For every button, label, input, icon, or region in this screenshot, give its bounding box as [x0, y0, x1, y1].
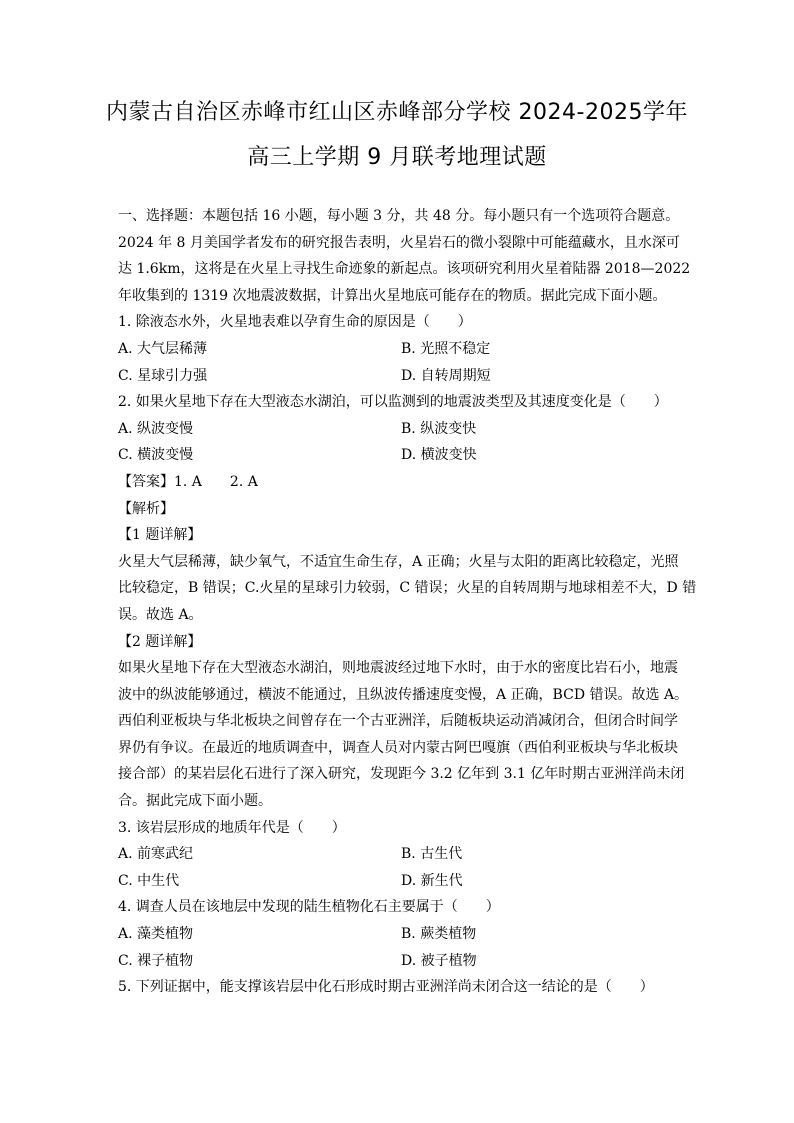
detail-2-label: 【2 题详解】	[118, 633, 202, 650]
document-body	[118, 203, 697, 1001]
passage2-line: 合。据此完成下面小题。	[118, 793, 272, 810]
passage1-line: 2024 年 8 月美国学者发布的研究报告表明，火星岩石的微小裂隙中可能蕴藏水，且水深可	[118, 234, 680, 251]
question-3-options-row	[118, 868, 678, 895]
option-a: A. 前寒武纪	[118, 846, 194, 863]
title-line-1: 内蒙古自治区赤峰市红山区赤峰部分学校 2024-2025学年	[106, 100, 688, 125]
option-c: C. 裸子植物	[118, 952, 194, 969]
question-3-stem: 3. 该岩层形成的地质年代是（ ）	[118, 819, 346, 836]
question-4-stem: 4. 调查人员在该地层中发现的陆生植物化石主要属于（ ）	[118, 899, 500, 916]
question-4-options-row	[118, 921, 678, 948]
question-2-options-row	[118, 442, 678, 469]
option-d: D. 自转周期短	[401, 367, 491, 384]
option-b: B. 纵波变快	[401, 420, 477, 437]
passage1-line: 年收集到的 1319 次地震波数据，计算出火星地底可能存在的物质。据此完成下面小题。	[118, 287, 667, 304]
detail-1-line: 误。故选 A。	[118, 606, 203, 623]
detail-2-line: 如果火星地下存在大型液态水湖泊，则地震波经过地下水时，由于水的密度比岩石小，地震	[118, 660, 678, 677]
title-line-2: 高三上学期 9 月联考地理试题	[247, 145, 547, 170]
section-heading: 一、选择题：本题包括 16 小题，每小题 3 分，共 48 分。每小题只有一个选项符合题意。	[118, 208, 680, 224]
option-b: B. 光照不稳定	[401, 340, 491, 357]
detail-1-line: 火星大气层稀薄，缺少氧气，不适宜生命生存，A 正确；火星与太阳的距离比较稳定，光照	[118, 553, 679, 570]
analysis-label: 【解析】	[118, 500, 174, 517]
detail-1-label: 【1 题详解】	[118, 527, 202, 544]
question-1-stem: 1. 除液态水外，火星地表难以孕育生命的原因是（ ）	[118, 314, 472, 331]
option-d: D. 横波变快	[401, 447, 477, 464]
question-4-options-row	[118, 948, 678, 975]
passage1-line: 达 1.6km，这将是在火星上寻找生命迹象的新起点。该项研究利用火星着陆器 2018—2022	[118, 261, 691, 278]
option-c: C. 横波变慢	[118, 447, 194, 464]
option-c: C. 中生代	[118, 872, 180, 889]
option-d: D. 被子植物	[401, 952, 477, 969]
option-a: A. 纵波变慢	[118, 420, 194, 437]
question-1-options-row	[118, 336, 678, 363]
question-1-options-row	[118, 363, 678, 390]
detail-1-line: 比较稳定，B 错误；C.火星的星球引力较弱，C 错误；火星的自转周期与地球相差不大，D 错	[118, 580, 697, 597]
option-c: C. 星球引力强	[118, 367, 208, 384]
detail-2-line: 波中的纵波能够通过，横波不能通过，且纵波传播速度变慢，A 正确，BCD 错误。故选 A。	[118, 686, 689, 703]
option-b: B. 古生代	[401, 846, 463, 863]
answer-line: 【答案】1. A 2. A	[118, 473, 258, 490]
passage2-line: 接合部）的某岩层化石进行了深入研究，发现距今 3.2 亿年到 3.1 亿年时期古亚洲洋尚未闭	[118, 766, 685, 783]
option-a: A. 大气层稀薄	[118, 340, 208, 357]
option-b: B. 蕨类植物	[401, 926, 477, 943]
option-d: D. 新生代	[401, 872, 463, 889]
question-2-options-row	[118, 416, 678, 443]
passage2-line: 西伯利亚板块与华北板块之间曾存在一个古亚洲洋，后随板块运动消减闭合，但闭合时间学	[118, 713, 678, 730]
question-2-stem: 2. 如果火星地下存在大型液态水湖泊，可以监测到的地震波类型及其速度变化是（ ）	[118, 394, 668, 411]
passage2-line: 界仍有争议。在最近的地质调查中，调查人员对内蒙古阿巴嘎旗（西伯利亚板块与华北板块	[118, 739, 678, 756]
question-5-stem: 5. 下列证据中，能支撑该岩层中化石形成时期古亚洲洋尚未闭合这一结论的是（ ）	[118, 979, 654, 996]
question-3-options-row	[118, 841, 678, 868]
option-a: A. 藻类植物	[118, 926, 194, 943]
